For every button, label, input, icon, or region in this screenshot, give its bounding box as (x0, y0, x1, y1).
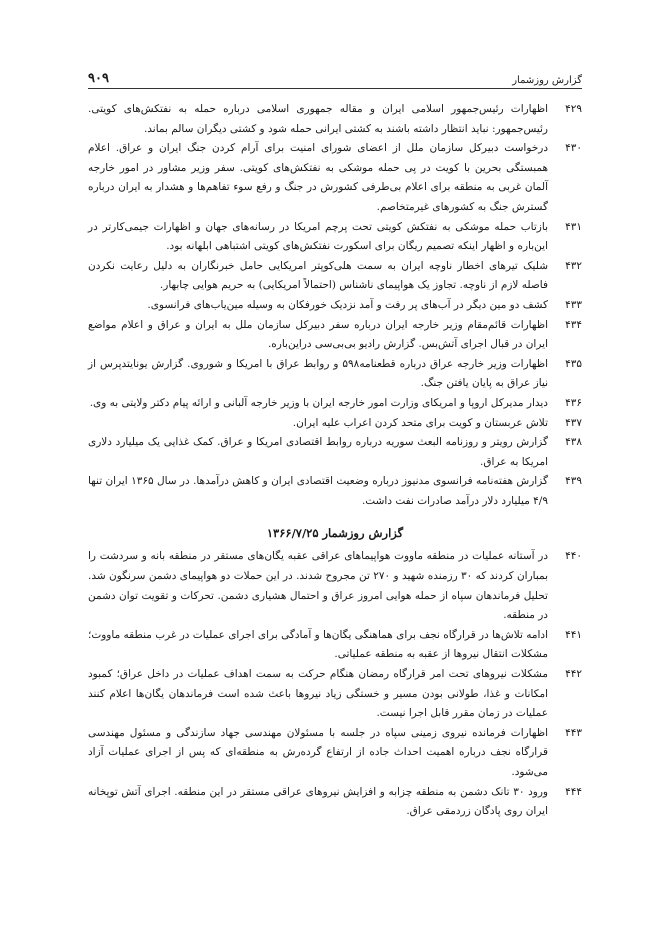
entry-number: ۴۳۱ (565, 220, 582, 233)
entry-text: شلیک تیرهای اخطار ناوچه ایران به سمت هلی‌کوپتر امریکایی حامل خبرنگاران به دلیل رعایت نکردن فاصله لازم از ناوچه. تجاوز یک هواپیمای ناشناس (احتمالاً امریکایی) به حریم هوایی چابهار. (88, 259, 548, 292)
entry-text: گزارش هفته‌نامه فرانسوی مدنیوز درباره وضعیت اقتصادی ایران و کاهش درآمدها. در سال ۱۳۶۵ ایران تنها ۴/۹ میلیارد دلار درآمد صادرات نفت داشت. (87, 475, 548, 507)
entry-number: ۴۳۴ (565, 318, 582, 331)
entry-number: ۴۳۷ (565, 416, 582, 429)
header-rule (88, 88, 582, 89)
entry-item (88, 100, 582, 139)
entry-item (88, 257, 582, 296)
entry-number: ۴۳۲ (565, 259, 582, 272)
entry-number: ۴۳۸ (565, 436, 582, 449)
entry-text: در آستانه عملیات در منطقه ماووت هواپیماهای عراقی عقبه یگان‌های مستقر در منطقه بانه و سردشت را بمباران کردند که ۳۰ رزمنده شهید و ۲۷۰ تن مجروح شدند. در این حملات دو هواپیمای دشمن سرنگون شد. تحلیل فرماندهان سپاه از حمله هوایی امروز عراق و احتمال هشیاری دشمن. تحرکات و تقویت توان دشمن در منطقه. (88, 550, 549, 622)
entry-number: ۴۲۹ (565, 103, 582, 115)
section-title: گزارش روزشمار ۱۳۶۶/۷/۲۵ (266, 526, 404, 541)
entry-list-section2 (88, 547, 582, 821)
entry-item (88, 783, 582, 822)
entry-text: گزارش رویتر و روزنامه البعث سوریه درباره روابط اقتصادی امریکا و عراق. کمک غذایی یک میلیارد دلاری امریکا به عراق. (88, 436, 548, 468)
entry-number: ۴۴۴ (565, 785, 582, 798)
entry-text: بازتاب حمله موشکی به نفتکش کویتی تحت پرچم امریکا در رسانه‌های جهان و اظهارات جیمی‌کارتر در این‌باره و اظهار اینکه تصمیم ریگان برای اسکورت نفتکش‌های کویتی اشتباهی ابلهانه بود. (88, 220, 548, 253)
entry-list-section1 (88, 100, 582, 511)
entry-item (88, 316, 582, 355)
entry-number: ۴۴۱ (565, 628, 582, 641)
entry-item (88, 724, 582, 783)
page-content (88, 100, 582, 822)
entry-text: اظهارات فرمانده نیروی زمینی سپاه در جلسه با مسئولان مهندسی جهاد سازندگی و مسئول مهندسی قرارگاه نجف درباره اهمیت احداث جاده از ارتفاع گردەرش به منطقه‌ای که پس از اجرای عملیات آزاد می‌شود. (88, 726, 548, 778)
entry-text: اظهارات وزیر خارجه عراق درباره قطعنامه۵۹۸ و روابط عراق با امریکا و شوروی. گزارش یونایتدپرس از نیاز عراق به پایان یافتن جنگ. (88, 357, 548, 390)
entry-item (88, 218, 582, 257)
entry-item (88, 394, 582, 414)
entry-number: ۴۴۰ (565, 550, 582, 563)
entry-item (88, 472, 582, 511)
entry-item (88, 433, 582, 472)
entry-text: اظهارات رئیس‌جمهور اسلامی ایران و مقاله جمهوری اسلامی درباره حمله به نفتکش‌های کویتی. رئیس‌جمهور: نباید انتظار داشته باشند به کشتی ایرانی حمله شود و کشتی دیگران سالم بماند. (88, 103, 548, 135)
entry-text: اظهارات قائم‌مقام وزیر خارجه ایران درباره سفر دبیرکل سازمان ملل به ایران و عراق و اعلام مواضع ایران در قبال اجرای آتش‌بس. گزارش رادیو بی‌بی‌سی دراین‌باره. (88, 318, 548, 351)
entry-item (88, 414, 582, 434)
entry-text: تلاش عربستان و کویت برای متحد کردن اعراب علیه ایران. (292, 416, 548, 429)
entry-text: ادامه تلاش‌ها در قرارگاه نجف برای هماهنگی یگان‌ها و آمادگی برای اجرای عملیات در غرب منطقه ماووت؛ مشکلات انتقال نیروها از عقبه به منطقه عملیاتی. (88, 628, 548, 661)
page-number: ۹۰۹ (88, 71, 109, 86)
entry-item (88, 355, 582, 394)
entry-text: ورود ۳۰ تانک دشمن به منطقه چزابه و افزایش نیروهای عراقی مستقر در این منطقه. اجرای آتش توپخانه ایران روی پادگان زردمقی عراق. (88, 785, 548, 818)
entry-item (88, 547, 582, 625)
entry-number: ۴۴۳ (565, 726, 582, 739)
entry-number: ۴۳۵ (565, 357, 582, 370)
entry-number: ۴۳۳ (565, 298, 582, 311)
entry-item (88, 665, 582, 724)
entry-item (88, 296, 582, 316)
entry-number: ۴۳۶ (565, 396, 582, 409)
entry-item (88, 626, 582, 665)
running-title: گزارش روزشمار (512, 75, 582, 86)
entry-text: درخواست دبیرکل سازمان ملل از اعضای شورای امنیت برای آرام کردن جنگ ایران و عراق. اعلام همبستگی بحرین با کویت در پی حمله موشکی به نفتکش‌های کویتی. سفر وزیر مشاور در امور خارجه آلمان غربی به منطقه برای اعلام بی‌طرفی کشورش در جنگ و رفع سوء تفاهم‌ها و هشدار به ایران درباره گسترش جنگ به کشورهای غیرمتخاصم. (88, 142, 548, 213)
entry-text: مشکلات نیروهای تحت امر قرارگاه رمضان هنگام حرکت به سمت اهداف عملیات در داخل عراق؛ کمبود امکانات و غذا، طولانی بودن مسیر و خستگی زیاد نیروها باعث شده است فرماندهان یگان‌ها اعلام کنند عملیات در زمان مقرر قابل اجرا نیست. (88, 668, 548, 720)
entry-number: ۴۳۹ (565, 475, 582, 488)
page-header (88, 64, 582, 86)
entry-text: دیدار مدیرکل اروپا و امریکای وزارت امور خارجه ایران با وزیر خارجه آلبانی و ارائه پیام دکتر ولایتی به وی. (89, 396, 548, 409)
entry-text: کشف دو مین دیگر در آب‌های پر رفت و آمد نزدیک خورفکان به وسیله مین‌یاب‌های فرانسوی. (147, 298, 548, 311)
entry-item (88, 139, 582, 217)
entry-number: ۴۳۰ (565, 142, 582, 155)
entry-number: ۴۴۲ (565, 668, 582, 681)
